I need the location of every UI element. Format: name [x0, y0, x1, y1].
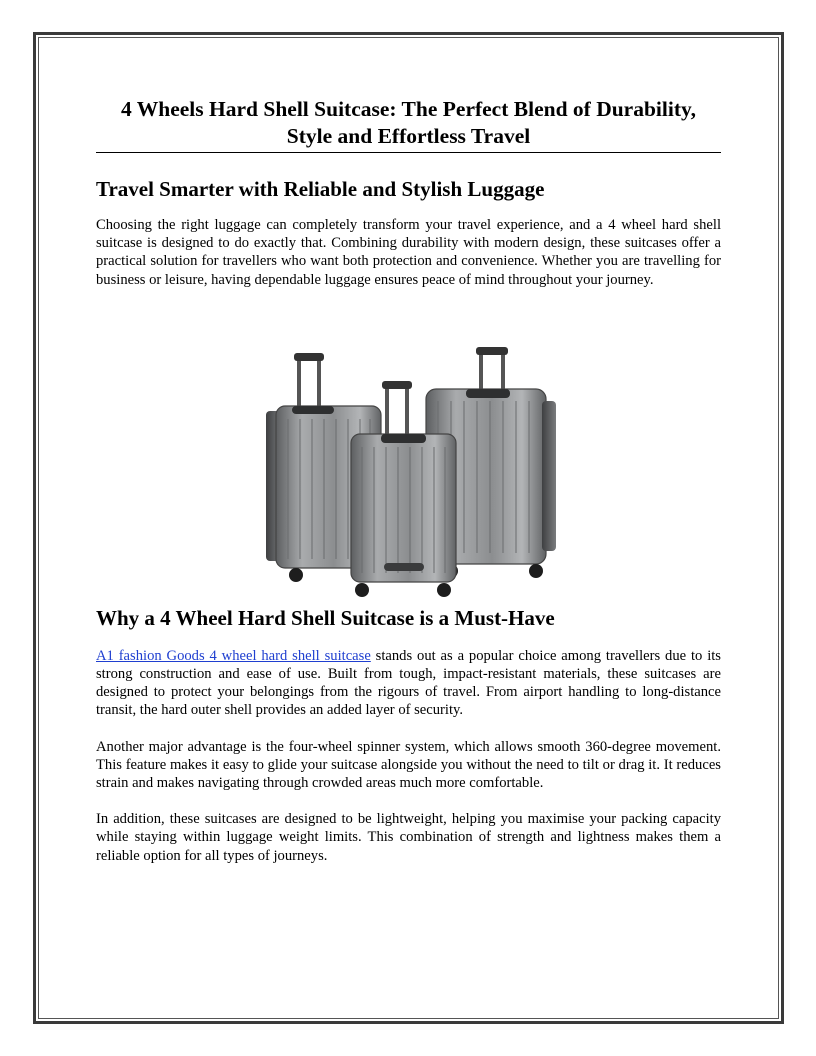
- body-paragraph-lightweight: In addition, these suitcases are designed to be lightweight, helping you maximise your packing capacity while staying within luggage weight limits. This combination of strength and lightness makes them a reliable option for all types of journeys.: [96, 811, 721, 864]
- paragraph-text: stands out as a popular choice among travellers due to its strong construction and ease of use. Built from tough, impact-resistant materials, these suitcases are designed to protect your belongings from the rigours of travel. From airport handling to long-distance transit, the hard outer shell provides an added layer of security.: [96, 647, 721, 719]
- body-paragraph-construction: [96, 647, 721, 720]
- document-title: 4 Wheels Hard Shell Suitcase: The Perfect Blend of Durability, Style and Effortless Travel: [96, 96, 721, 153]
- suitcase-illustration: [96, 301, 721, 601]
- suitcase-set-image: [96, 301, 721, 601]
- body-paragraph-spinner: Another major advantage is the four-wheel spinner system, which allows smooth 360-degree movement. This feature makes it easy to glide your suitcase alongside you without the need to tilt or drag it. It reduces strain and makes navigating through crowded areas much more comfortable.: [96, 738, 721, 792]
- section-heading-must-have: Why a 4 Wheel Hard Shell Suitcase is a Must-Have: [96, 605, 555, 630]
- product-link[interactable]: A1 fashion Goods 4 wheel hard shell suitcase: [96, 647, 371, 664]
- section-heading-travel-smarter: Travel Smarter with Reliable and Stylish Luggage: [96, 177, 545, 201]
- document-body: [96, 96, 721, 865]
- intro-paragraph: Choosing the right luggage can completely transform your travel experience, and a 4 wheel hard shell suitcase is designed to do exactly that. Combining durability with modern design, these suitcases offer a practical solution for travellers who want both protection and convenience. Whether you are travelling for business or leisure, having dependable luggage ensures peace of mind throughout your journey.: [96, 217, 721, 288]
